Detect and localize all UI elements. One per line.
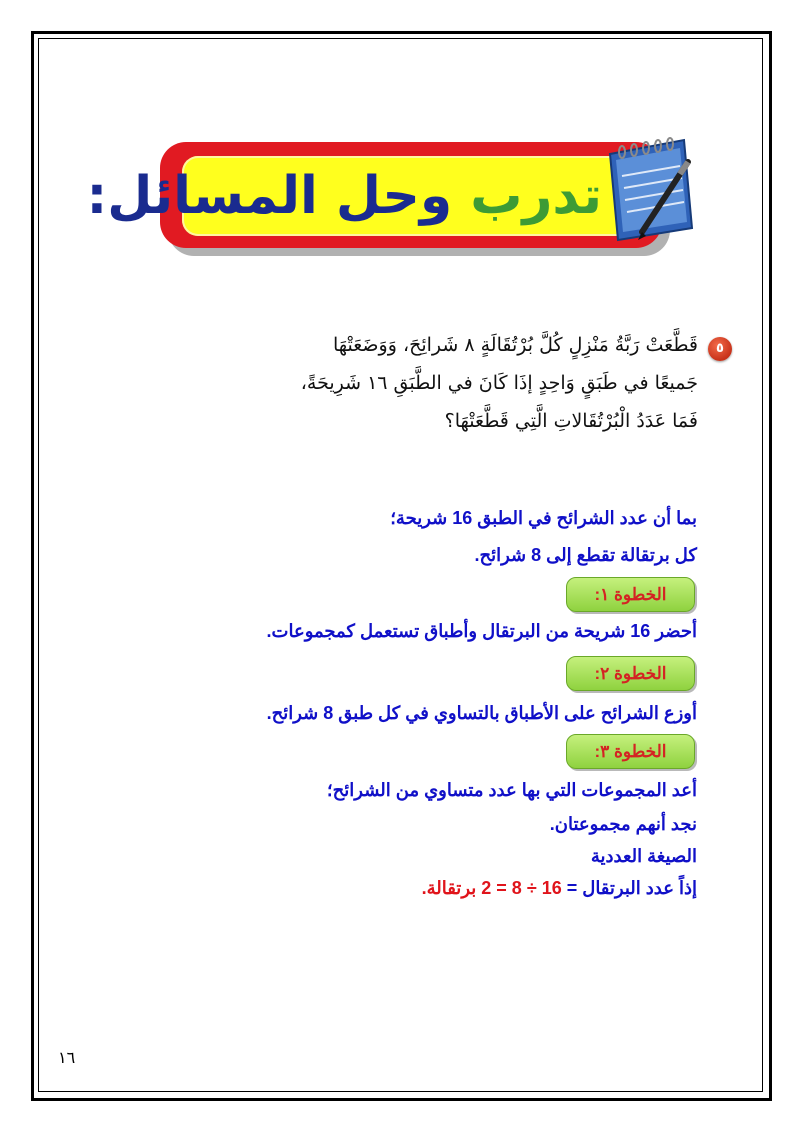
step-1-text: أحضر 16 شريحة من البرتقال وأطباق تستعمل كمجموعات. [266,621,697,641]
title-part-solve: وحل المسائل: [86,166,453,226]
step-3-line-1: أعد المجموعات التي بها عدد متساوي من الشرائح؛ [326,780,697,800]
step-3-line-3: الصيغة العددية [590,846,697,866]
answer-line [422,878,697,899]
answer-equation: 16 ÷ 8 = 2 برتقالة. [421,878,562,898]
notepad-pen-icon [592,132,702,244]
solution-intro-line-1: بما أن عدد الشرائح في الطبق 16 شريحة؛ [390,508,697,528]
answer-prefix: إذاً عدد البرتقال = [561,878,697,898]
page-title [86,156,602,236]
step-1-label: الخطوة ١: [566,577,695,612]
problem-text: قَطَّعَتْ رَبَّةُ مَنْزِلٍ كُلَّ بُرْتُقَالَةٍ ٨ شَرائِحَ، وَوَضَعَتْهَا جَميعًا في طَبَقٍ وَاحِدٍ إذَا كَانَ في الطَّبَقِ ١٦ شَرِيحَةً، فَمَا عَدَدُ الْبُرْتُقَالاتِ الَّتِي قَطَّعَتْهَا؟ [300,334,698,432]
title-part-practice: تدرب [452,166,602,226]
step-3-line-2: نجد أنهم مجموعتان. [549,814,697,834]
step-3-label: الخطوة ٣: [566,734,695,769]
page-number: ١٦ [58,1048,76,1067]
problem-number-badge: ٥ [708,337,732,361]
solution-intro-line-2: كل برتقالة تقطع إلى 8 شرائح. [474,545,697,565]
step-2-text: أوزع الشرائح على الأطباق بالتساوي في كل طبق 8 شرائح. [266,703,697,723]
step-2-label: الخطوة ٢: [566,656,695,691]
